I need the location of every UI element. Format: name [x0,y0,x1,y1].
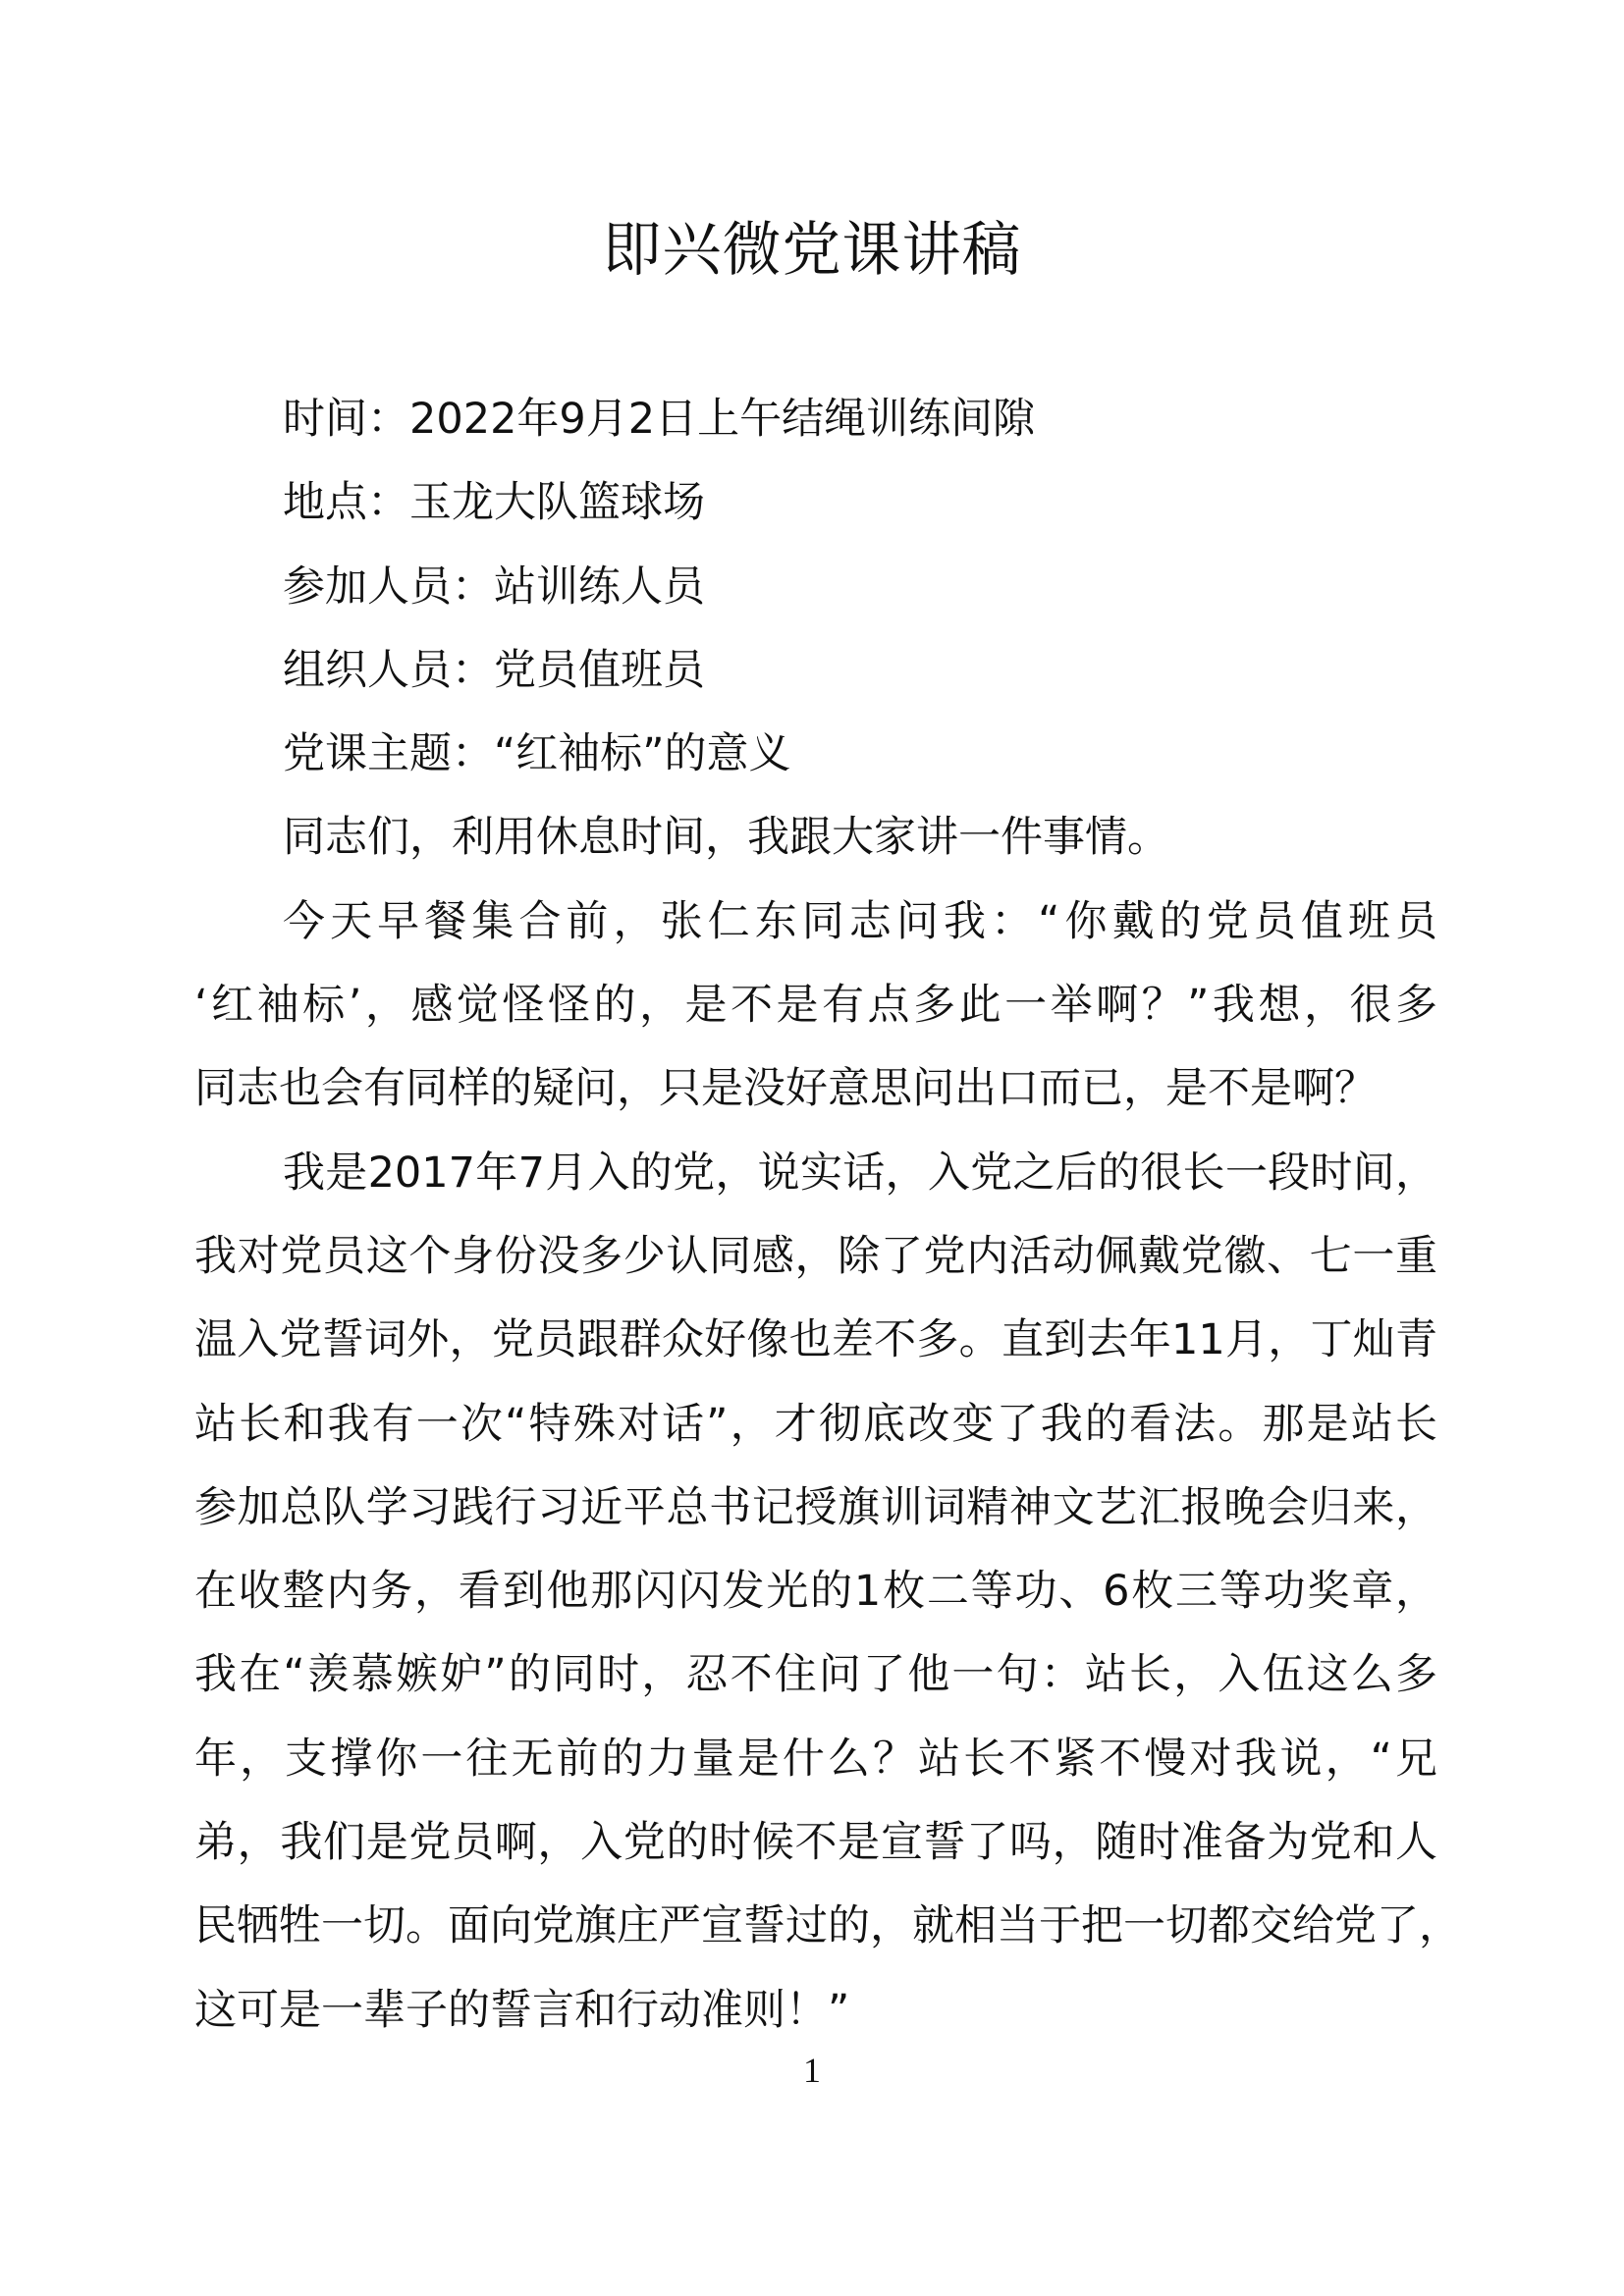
paragraph-line: 弟，我们是党员啊，入党的时候不是宣誓了吗，随时准备为党和人 [194,1818,1437,1868]
paragraph-line: 年，支撑你一往无前的力量是什么？站长不紧不慢对我说，“兄 [194,1734,1437,1784]
paragraph-line: ‘红袖标’，感觉怪怪的，是不是有点多此一举啊？”我想，很多 [194,981,1437,1031]
paragraph-line: 温入党誓词外，党员跟群众好像也差不多。直到去年11月，丁灿青 [194,1315,1437,1365]
paragraph-line: 我对党员这个身份没多少认同感，除了党内活动佩戴党徽、七一重 [194,1231,1437,1281]
paragraph-line: 我是2017年7月入的党，说实话，入党之后的很长一段时间， [283,1148,1437,1198]
document-title: 即兴微党课讲稿 [602,216,1022,285]
paragraph-line: 参加总队学习践行习近平总书记授旗训词精神文艺汇报晚会归来， [194,1482,1437,1532]
meta-location: 地点：玉龙大队篮球场 [283,478,705,528]
meta-time: 时间：2022年9月2日上午结绳训练间隙 [283,395,1036,444]
meta-participants: 参加人员：站训练人员 [283,561,705,612]
paragraph [194,796,1437,880]
paragraph-line: 站长和我有一次“特殊对话”，才彻底改变了我的看法。那是站长 [194,1399,1437,1449]
meta-block [194,378,1437,796]
paragraph [194,881,1437,1132]
document-body [194,378,1461,2053]
paragraph-line: 同志们，利用休息时间，我跟大家讲一件事情。 [283,813,1169,863]
paragraph [194,1132,1461,2053]
paragraphs [194,796,1461,2052]
paragraph-line: 同志也会有同样的疑问，只是没好意思问出口而已，是不是啊？ [194,1064,1377,1114]
meta-topic: 党课主题：“红袖标”的意义 [283,729,791,779]
paragraph-line: 我在“羡慕嫉妒”的同时，忍不住问了他一句：站长，入伍这么多 [194,1650,1437,1700]
paragraph-line: 民牺牲一切。面向党旗庄严宣誓过的，就相当于把一切都交给党了， [194,1901,1461,1951]
page-number: 1 [803,2051,821,2090]
paragraph-line: 这可是一辈子的誓言和行动准则！” [194,1985,850,2035]
paragraph-line: 今天早餐集合前，张仁东同志问我：“你戴的党员值班员 [283,896,1437,946]
paragraph-line: 在收整内务，看到他那闪闪发光的1枚二等功、6枚三等功奖章， [194,1567,1437,1617]
meta-organizer: 组织人员：党员值班员 [283,645,705,695]
